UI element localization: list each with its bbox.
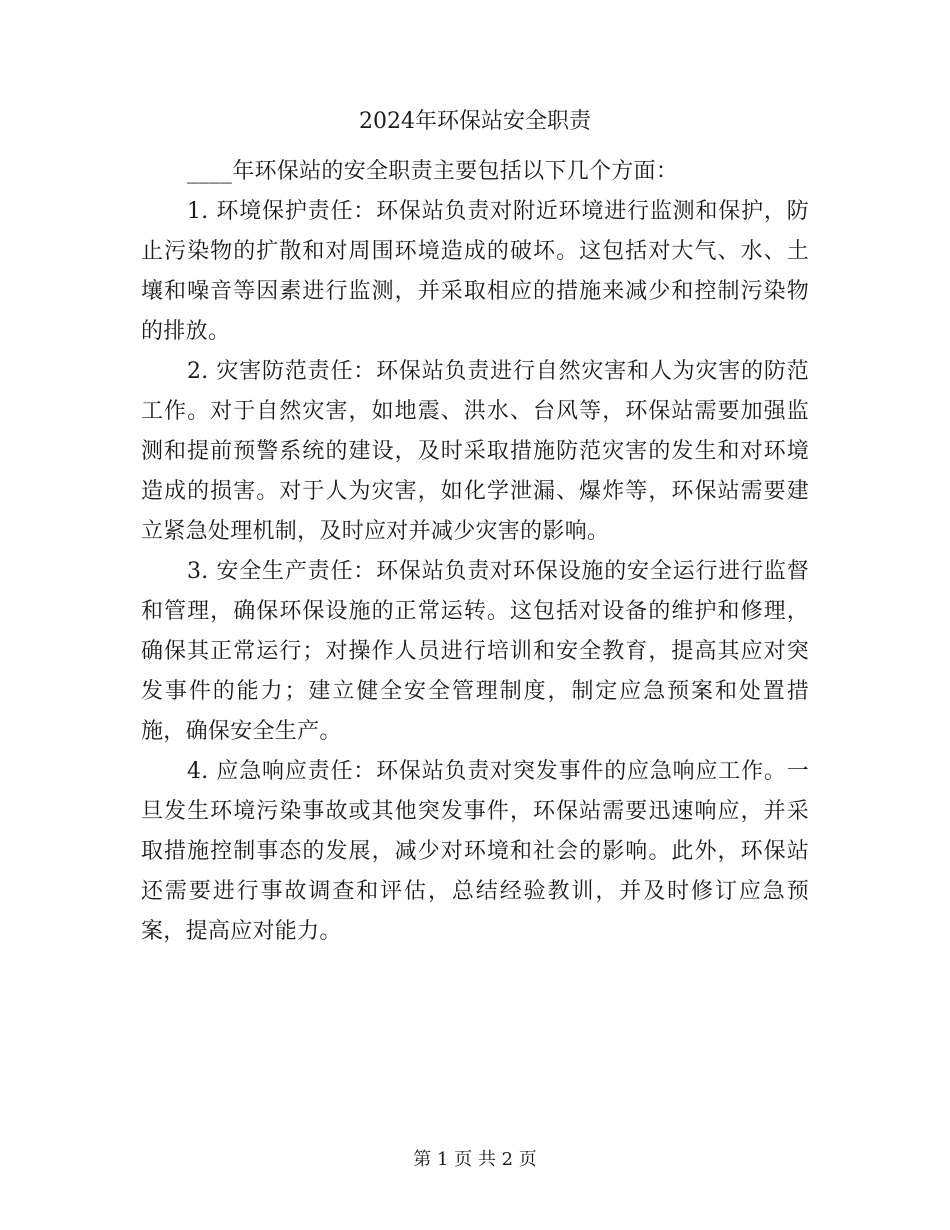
document-body — [141, 152, 809, 952]
paragraph-production-safety: 3. 安全生产责任：环保站负责对环保设施的安全运行进行监督和管理，确保环保设施的正常运转。这包括对设备的维护和修理，确保其正常运行；对操作人员进行培训和安全教育，提高其应对突发事件的能力；建立健全安全管理制度，制定应急预案和处置措施，确保安全生产。 — [141, 559, 809, 744]
paragraph-emergency-response: 4. 应急响应责任：环保站负责对突发事件的应急响应工作。一旦发生环境污染事故或其他突发事件，环保站需要迅速响应，并采取措施控制事态的发展，减少对环境和社会的影响。此外，环保站还需要进行事故调查和评估，总结经验教训，并及时修订应急预案，提高应对能力。 — [141, 759, 809, 944]
paragraph-environmental-protection: 1. 环境保护责任：环保站负责对附近环境进行监测和保护，防止污染物的扩散和对周围环境造成的破坏。这包括对大气、水、土壤和噪音等因素进行监测，并采取相应的措施来减少和控制污染物的排放。 — [141, 199, 809, 344]
document-title: 2024年环保站安全职责 — [359, 109, 591, 134]
page-number-footer: 第 1 页 共 2 页 — [413, 1149, 537, 1170]
paragraph-disaster-prevention: 2. 灾害防范责任：环保站负责进行自然灾害和人为灾害的防范工作。对于自然灾害，如地震、洪水、台风等，环保站需要加强监测和提前预警系统的建设，及时采取措施防范灾害的发生和对环境造成的损害。对于人为灾害，如化学泄漏、爆炸等，环保站需要建立紧急处理机制，及时应对并减少灾害的影响。 — [141, 359, 809, 544]
intro-paragraph: ____年环保站的安全职责主要包括以下几个方面： — [187, 159, 679, 184]
